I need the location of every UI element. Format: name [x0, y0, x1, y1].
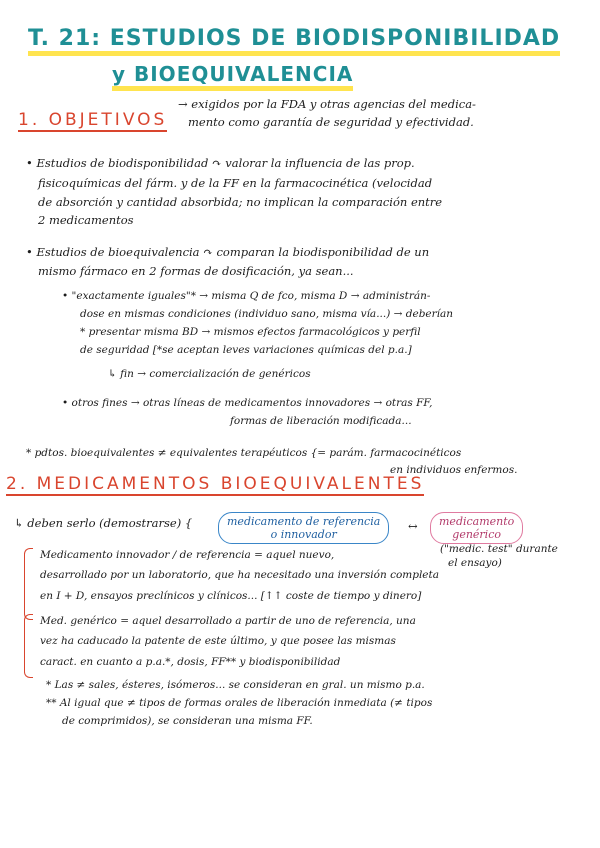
pdtos-line-1: * pdtos. bioequivalentes ≠ equivalentes terapéuticos {= parám. farmacocinéticos: [26, 447, 462, 459]
reference-box: [218, 512, 389, 544]
page-title: [28, 26, 560, 51]
exact-line-2: dose en mismas condiciones (individuo sano, misma vía...) → deberían: [80, 308, 454, 320]
page-subtitle: [112, 62, 353, 86]
innovador-brace: [24, 548, 33, 620]
section-2-heading: 2. MEDICAMENTOS BIOEQUIVALENTES: [6, 474, 425, 494]
generico-line-2: vez ha caducado la patente de este último, y que posee las mismas: [40, 635, 396, 647]
pdtos-line-2: en individuos enfermos.: [390, 464, 518, 476]
exact-line-3: * presentar misma BD → mismos efectos farmacológicos y perfil: [80, 326, 421, 338]
title-line-2: y BIOEQUIVALENCIA: [112, 62, 353, 91]
generic-box-line-1: medicamento: [439, 515, 515, 528]
generico-line-1: Med. genérico = aquel desarrollado a partir de uno de referencia, una: [40, 615, 416, 627]
generico-brace: [24, 614, 33, 678]
note-line-2: ** Al igual que ≠ tipos de formas orales de liberación inmediata (≠ tipos: [46, 697, 433, 709]
reference-box-line-2: o innovador: [270, 528, 337, 541]
exact-line-1: • "exactamente iguales"* → misma Q de fco, misma D → administrán-: [62, 290, 431, 302]
generic-box-line-2: genérico: [452, 528, 501, 541]
exact-line-5: ↳ fin → comercialización de genéricos: [108, 368, 311, 380]
innovador-line-3: en I + D, ensayos preclínicos y clínicos... [↑↑ coste de tiempo y dinero]: [40, 590, 422, 602]
note-line-1: * Las ≠ sales, ésteres, isómeros... se consideran en gral. un mismo p.a.: [46, 679, 425, 691]
double-arrow: ↔: [408, 519, 418, 533]
deben-line: ↳ deben serlo (demostrarse) {: [14, 516, 193, 530]
biodisp-line-3: de absorción y cantidad absorbida; no implican la comparación entre: [38, 195, 443, 209]
bioeq-line-2: mismo fármaco en 2 formas de dosificación, ya sean...: [38, 264, 354, 278]
biodisp-line-2: fisicoquímicas del fárm. y de la FF en la farmacocinética (velocidad: [38, 176, 433, 190]
objetivos-line-2: mento como garantía de seguridad y efectividad.: [188, 115, 474, 129]
bioeq-line-1: • Estudios de bioequivalencia ↷ comparan la biodisponibilidad de un: [26, 245, 430, 259]
generic-box: [430, 512, 523, 544]
innovador-line-1: Medicamento innovador / de referencia = aquel nuevo,: [40, 549, 335, 561]
test-note-line-1: ("medic. test" durante: [440, 543, 558, 555]
otros-line-2: formas de liberación modificada...: [230, 415, 412, 427]
generico-line-3: caract. en cuanto a p.a.*, dosis, FF** y biodisponibilidad: [40, 656, 341, 668]
section-1-heading: 1. OBJETIVOS: [18, 110, 168, 130]
exact-line-4: de seguridad [*se aceptan leves variaciones químicas del p.a.]: [80, 344, 412, 356]
biodisp-line-1: • Estudios de biodisponibilidad ↷ valorar la influencia de las prop.: [26, 156, 415, 170]
innovador-line-2: desarrollado por un laboratorio, que ha necesitado una inversión completa: [40, 569, 439, 581]
note-line-3: de comprimidos), se consideran una misma FF.: [62, 715, 313, 727]
test-note-line-2: el ensayo): [448, 557, 502, 569]
otros-line-1: • otros fines → otras líneas de medicamentos innovadores → otras FF,: [62, 397, 433, 409]
reference-box-line-1: medicamento de referencia: [227, 515, 381, 528]
biodisp-line-4: 2 medicamentos: [38, 213, 134, 227]
objetivos-line-1: → exigidos por la FDA y otras agencias del medica-: [178, 97, 476, 111]
title-line-1: T. 21: ESTUDIOS DE BIODISPONIBILIDAD: [28, 26, 560, 56]
